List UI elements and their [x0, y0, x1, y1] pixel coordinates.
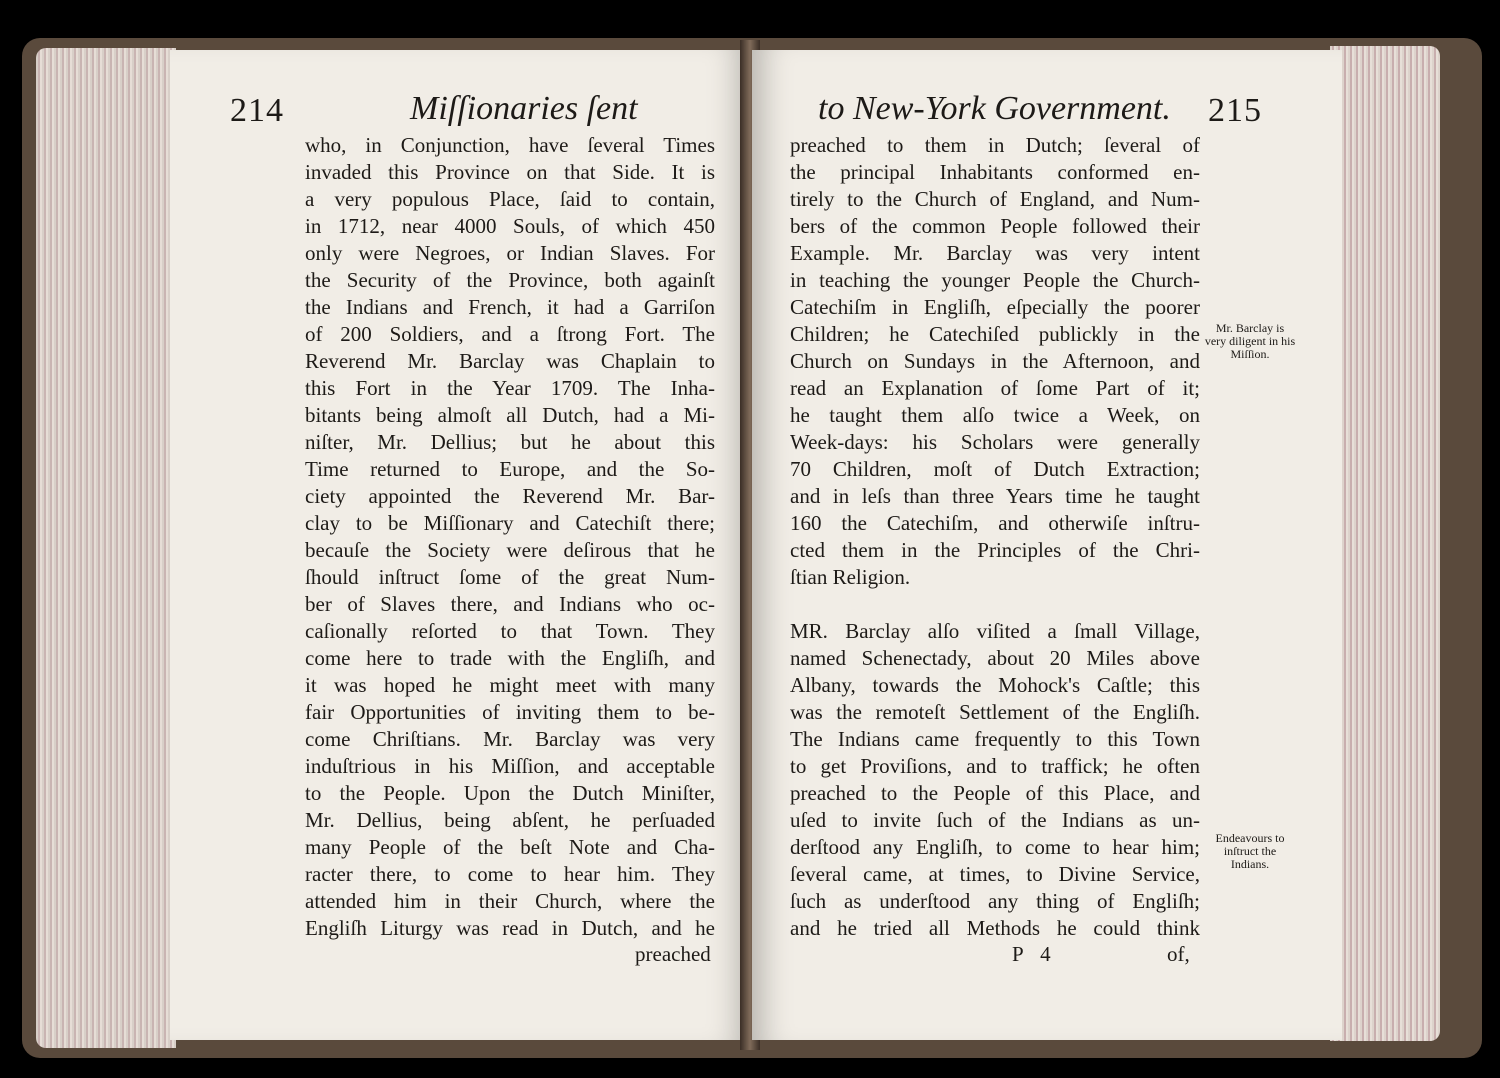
text-line: in teaching the younger People the Church-	[790, 268, 1200, 292]
text-line: Week-days: his Scholars were generally	[790, 430, 1200, 454]
text-line: Children; he Catechiſed publickly in the	[790, 322, 1200, 346]
text-line: bitants being almoſt all Dutch, had a Mi-	[305, 403, 715, 427]
text-line: he taught them alſo twice a Week, on	[790, 403, 1200, 427]
text-line: uſed to invite ſuch of the Indians as un-	[790, 808, 1200, 832]
text-line: preached to the People of this Place, and	[790, 781, 1200, 805]
paragraph-gap	[790, 591, 1200, 618]
text-line: ſeveral came, at times, to Divine Service,	[790, 862, 1200, 886]
text-line: becauſe the Society were deſirous that he	[305, 538, 715, 562]
text-line: Example. Mr. Barclay was very intent	[790, 241, 1200, 265]
text-line: a very populous Place, ſaid to contain,	[305, 187, 715, 211]
text-line: Albany, towards the Mohock's Caſtle; this	[790, 673, 1200, 697]
running-head: to New-York Government.	[818, 90, 1171, 127]
signature-mark: P 4	[1012, 942, 1057, 966]
text-line: the principal Inhabitants conformed en-	[790, 160, 1200, 184]
body-text	[790, 132, 1200, 942]
text-line: and he tried all Methods he could think	[790, 916, 1200, 940]
text-line: preached to them in Dutch; ſeveral of	[790, 133, 1200, 157]
text-line: cted them in the Principles of the Chri-	[790, 538, 1200, 562]
left-page	[170, 50, 748, 1040]
text-line: caſionally reſorted to that Town. They	[305, 619, 715, 643]
text-line: ſtian Religion.	[790, 565, 911, 589]
text-line: fair Opportunities of inviting them to be-	[305, 700, 715, 724]
text-line: come here to trade with the Engliſh, and	[305, 646, 715, 670]
text-line: Mr. Dellius, being abſent, he perſuaded	[305, 808, 715, 832]
page-number: 214	[230, 92, 284, 129]
text-line: was the remoteſt Settlement of the Engliſh.	[790, 700, 1200, 724]
page-number: 215	[1208, 92, 1262, 129]
text-line: Catechiſm in Engliſh, eſpecially the poorer	[790, 295, 1200, 319]
text-line: this Fort in the Year 1709. The Inha-	[305, 376, 715, 400]
text-line: who, in Conjunction, have ſeveral Times	[305, 133, 715, 157]
text-line: of 200 Soldiers, and a ſtrong Fort. The	[305, 322, 715, 346]
text-line: racter there, to come to hear him. They	[305, 862, 715, 886]
text-line: 70 Children, moſt of Dutch Extraction;	[790, 457, 1200, 481]
text-line: MR. Barclay alſo viſited a ſmall Village,	[790, 619, 1200, 643]
text-line: 160 the Catechiſm, and otherwiſe inſtru-	[790, 511, 1200, 535]
text-line: Reverend Mr. Barclay was Chaplain to	[305, 349, 715, 373]
body-text	[305, 132, 715, 942]
text-line: in 1712, near 4000 Souls, of which 450	[305, 214, 715, 238]
text-line: ber of Slaves there, and Indians who oc-	[305, 592, 715, 616]
text-line: come Chriſtians. Mr. Barclay was very	[305, 727, 715, 751]
text-line: invaded this Province on that Side. It is	[305, 160, 715, 184]
text-line: to the People. Upon the Dutch Miniſter,	[305, 781, 715, 805]
right-page	[752, 50, 1342, 1040]
running-head: Miſſionaries ſent	[410, 90, 638, 127]
page-edges-left	[36, 48, 176, 1048]
text-line: and in leſs than three Years time he taught	[790, 484, 1200, 508]
text-line: clay to be Miſſionary and Catechiſt there;	[305, 511, 715, 535]
text-line: it was hoped he might meet with many	[305, 673, 715, 697]
text-line: only were Negroes, or Indian Slaves. For	[305, 241, 715, 265]
text-line: the Indians and French, it had a Garriſon	[305, 295, 715, 319]
text-line: bers of the common People followed their	[790, 214, 1200, 238]
text-line: niſter, Mr. Dellius; but he about this	[305, 430, 715, 454]
text-line: named Schenectady, about 20 Miles above	[790, 646, 1200, 670]
marginal-note: Endeavours to inſtruct the Indians.	[1215, 831, 1285, 871]
text-line: many People of the beſt Note and Cha-	[305, 835, 715, 859]
catchword: preached	[635, 942, 711, 966]
text-line: ſhould inſtruct ſome of the great Num-	[305, 565, 715, 589]
text-line: ſuch as underſtood any thing of Engliſh;	[790, 889, 1200, 913]
text-line: ciety appointed the Reverend Mr. Bar-	[305, 484, 715, 508]
text-line: read an Explanation of ſome Part of it;	[790, 376, 1200, 400]
text-line: the Security of the Province, both againſt	[305, 268, 715, 292]
text-line: induſtrious in his Miſſion, and acceptable	[305, 754, 715, 778]
marginal-note: Mr. Barclay is very diligent in his Miſſion.	[1204, 321, 1296, 361]
text-line: Church on Sundays in the Afternoon, and	[790, 349, 1200, 373]
text-line: Engliſh Liturgy was read in Dutch, and he	[305, 916, 715, 940]
text-line: Time returned to Europe, and the So-	[305, 457, 715, 481]
text-line: attended him in their Church, where the	[305, 889, 715, 913]
text-line: tirely to the Church of England, and Num-	[790, 187, 1200, 211]
page-edges-right	[1330, 46, 1440, 1041]
text-line: to get Proviſions, and to traffick; he often	[790, 754, 1200, 778]
catchword: of,	[1167, 942, 1190, 966]
text-line: The Indians came frequently to this Town	[790, 727, 1200, 751]
text-line: derſtood any Engliſh, to come to hear him;	[790, 835, 1200, 859]
